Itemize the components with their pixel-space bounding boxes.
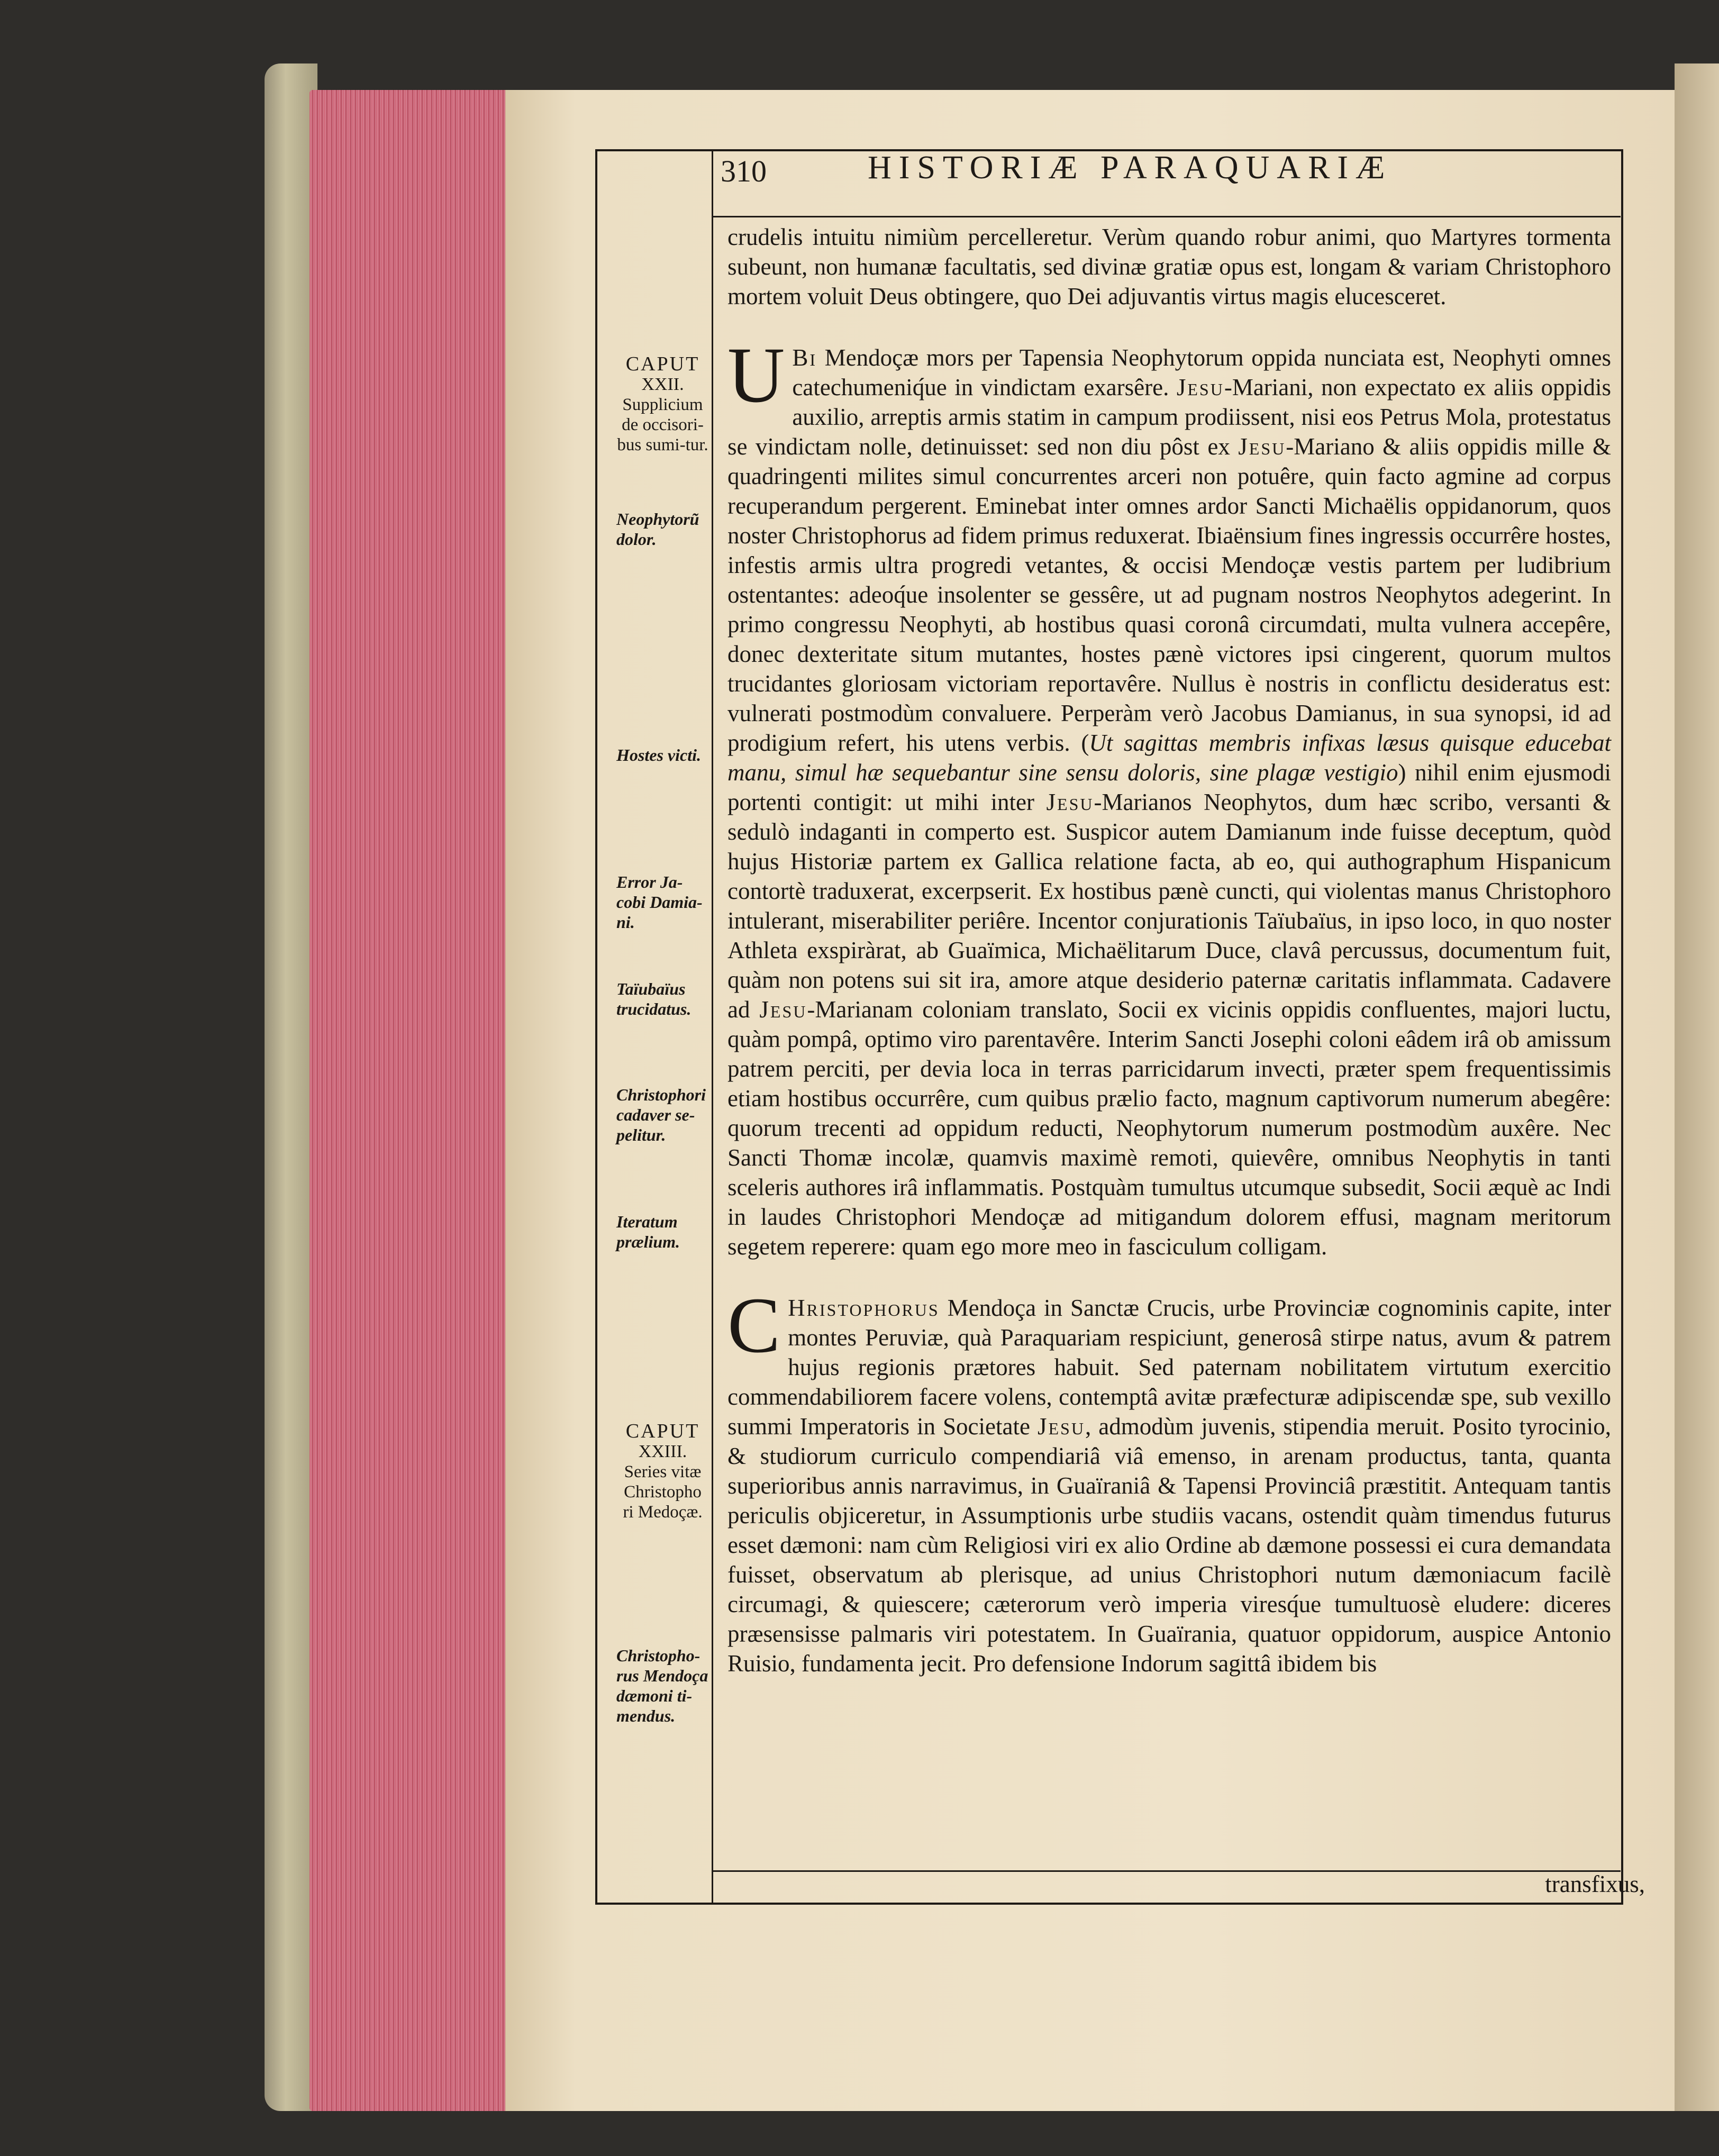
text-run: Mendoça in Sanctæ Crucis, urbe Provinciæ cognominis capite, inter montes Peruviæ, quà Paraquariam respiciunt, generosâ stirpe natus, avum & patrem hujus regionis prætores habuit. Sed paternam nobilitatem virtutum exercitio commendabiliorem facere volens, contemptâ avitæ præfecturæ adipiscendæ spe, sub vexillo summi Imperatoris in Societate bbox=[727, 1295, 1611, 1440]
jesu-name: Jesu bbox=[1046, 789, 1094, 815]
page-edges bbox=[310, 90, 511, 2111]
margin-rule bbox=[712, 149, 713, 1905]
running-title: HISTORIÆ PARAQUARIÆ bbox=[868, 150, 1393, 186]
lead-word: Hristophorus bbox=[788, 1295, 940, 1321]
text-run: -Marianam coloniam translato, Socii ex vicinis oppidis confluentes, majori luctu, quàm pompâ, optimo viro parentavêre. Interim Sancti Josephi coloni eâdem irâ ob amissum patrem perciti, per devia loca in terras parricidarum invecti, præter spem frequentissimis etiam hostibus occurrêre, cum quibus prælio facto, magnum captivorum numerum abegêre: quorum trecenti ad oppidum reducti, Neophytorum numerum postmodùm auxêre. Nec Sancti Thomæ incolæ, quamvis maximè remoti, quievêre, omnibus Neophytis in tanti sceleris authores irâ inflammatis. Postquàm tumultus utcumque subsedit, Socii æquè ac Indi in laudes Christophori Mendoçæ ad mitigandum dolorem effusi, magnam meritorum segetem reperere: quam ego more meo in fasciculum colligam. bbox=[727, 996, 1612, 1260]
paragraph: crudelis intuitu nimiùm percelleretur. Verùm quando robur animi, quo Martyres tormenta subeunt, non humanæ facultatis, sed divinæ gratiæ opus est, longam & variam Christophoro mortem voluit Deus obtingere, quo Dei adjuvantis virtus magis elucesceret. bbox=[727, 224, 1611, 310]
jesu-name: Jesu bbox=[1037, 1413, 1085, 1440]
paragraph-caput-23 bbox=[727, 1281, 1612, 1678]
caput-heading: CAPUT bbox=[625, 1420, 700, 1442]
lead-word: Bi bbox=[792, 344, 817, 371]
margin-note-caput-22 bbox=[616, 353, 709, 455]
catchword: transfixus, bbox=[1545, 1871, 1645, 1897]
caput-heading: CAPUT bbox=[625, 353, 700, 375]
margin-note-neophytorum: Neophytorũ dolor. bbox=[616, 510, 699, 549]
text-run: Mendoçæ mors per Tapensia Neophytorum oppida nunciata est, Neophyti omnes catechumeniq́ue in vindictam exarsêre. bbox=[792, 344, 1611, 401]
margin-note-praelium: Iteratum prælium. bbox=[616, 1212, 680, 1251]
text-run: , admodùm juvenis, stipendia meruit. Posito tyrocinio, & studiorum curriculo compendiariâ viâ emenso, in arenam productus, tanta, quanta superioribus annis narravimus, in Guaïraniâ & Tapensi Provinciâ præstitit. Antequam tantis periculis objiceretur, in Assumptionis urbe studiis vacans, ostendit quàm timendus futurus esset dæmoni: nam cùm Religiosi viri ex alio Ordine ab dæmone possessi ei cura demandata fuisset, observatum ab plerisque, ad unius Christophori nutum dæmoniacum facilè circumagi, & quiescere; cæterorum verò imperia viresq́ue tumultuosè eludere: diceres præsensisse palmaris viri potestatem. In Guaïrania, quatuor oppidorum, auspice Antonio Ruisio, fundamenta jecit. Pro defensione Indorum sagittâ ibidem bis bbox=[727, 1413, 1612, 1677]
caput-summary: Series vitæ Christopho ri Medoçæ. bbox=[623, 1462, 703, 1522]
text-run: -Mariano & aliis oppidis mille & quadringenti milites simul concurrentes arceri non potuêre, quin facto agmine ad corpus recuperandum pergerent. Eminebat inter omnes ardor Sancti Michaëlis oppidanorum, quos noster Christophorus ad fidem primus reduxerat. Ibiaënsium fines ingressis occurrêre hostes, infestis armis ultra progredi vetantes, & occisi Mendoçæ vestis partem per ludibrium ostentantes: adeoq́ue insolenter se gessêre, ut ad pugnam nostros Neophytos adegerint. In primo congressu Neophyti, ab hostibus quasi coronâ circumdati, multa vulnera accepêre, donec dexteritate situm mutantes, hostes pænè victores ipsi cingerent, quorum multos trucidantes gloriosam victoriam reportavêre. Nullus è nostris in conflictu desideratus est: vulnerati postmodùm convaluere. Perperàm verò Jacobus Damianus, in sua synopsi, id ad prodigium refert, his utens verbis. ( bbox=[727, 433, 1611, 756]
drop-cap: U bbox=[727, 331, 785, 419]
italic-quote: Ut sagittas membris infixas læsus quisque educebat manu, simul hæ sequebantur sine sensu doloris, sine plagæ vestigio bbox=[727, 730, 1611, 786]
facing-page-edge bbox=[1675, 63, 1719, 2111]
margin-note-error: Error Ja-cobi Damia-ni. bbox=[616, 872, 703, 932]
text-run: -Marianos Neophytos, dum hæc scribo, versanti & sedulò indaganti in comperto est. Suspicor autem Damianum inde fuisse deceptum, quòd hujus Historiæ partem ex Gallica relatione facta, ab eo, qui authographum Hispanicum contortè traduxerat, excerpserit. Ex hostibus pænè cuncti, qui violentas manus Christophoro intulerant, miserabiliter periêre. Incentor conjurationis Taïubaïus, in ipso loco, in quo noster Athleta exspiràrat, ab Guaïmica, Michaëlitarum Duce, clavâ percussus, documentum fuit, quàm non potens sui sit ira, amore atque desiderio paternæ caritatis inflammata. Cadavere ad bbox=[727, 789, 1611, 1023]
paragraph-caput-22 bbox=[727, 331, 1612, 1261]
margin-note-hostes: Hostes victi. bbox=[616, 745, 701, 765]
main-text bbox=[727, 222, 1611, 1862]
caput-number: XXIII. bbox=[638, 1442, 687, 1461]
text-run: ) nihil enim ejusmodi portenti contigit: ut mihi inter bbox=[727, 759, 1611, 815]
jesu-name: Jesu bbox=[759, 996, 807, 1023]
page-number: 310 bbox=[721, 154, 767, 188]
margin-note-cadaver: Christophori cadaver se-pelitur. bbox=[616, 1085, 706, 1144]
jesu-name: Jesu bbox=[1176, 374, 1224, 401]
header-rule bbox=[712, 216, 1621, 217]
margin-note-daemoni: Christopho-rus Mendoça dæmoni ti-mendus. bbox=[616, 1646, 708, 1725]
caput-number: XXII. bbox=[641, 375, 684, 394]
margin-note-taiubaius: Taïubaïus trucidatus. bbox=[616, 979, 692, 1018]
drop-cap: C bbox=[727, 1281, 781, 1369]
footer-rule bbox=[712, 1870, 1621, 1872]
caput-summary: Supplicium de occisori-bus sumi-tur. bbox=[617, 395, 708, 454]
margin-note-caput-23 bbox=[616, 1421, 709, 1522]
jesu-name: Jesu bbox=[1238, 433, 1286, 460]
text-run: -Mariani, non expectato ex aliis oppidis auxilio, arreptis armis statim in campum prodiissent, nisi eos Petrus Mola, protestatus se vindictam nolle, detinuisset: sed non diu pôst ex bbox=[727, 374, 1611, 460]
